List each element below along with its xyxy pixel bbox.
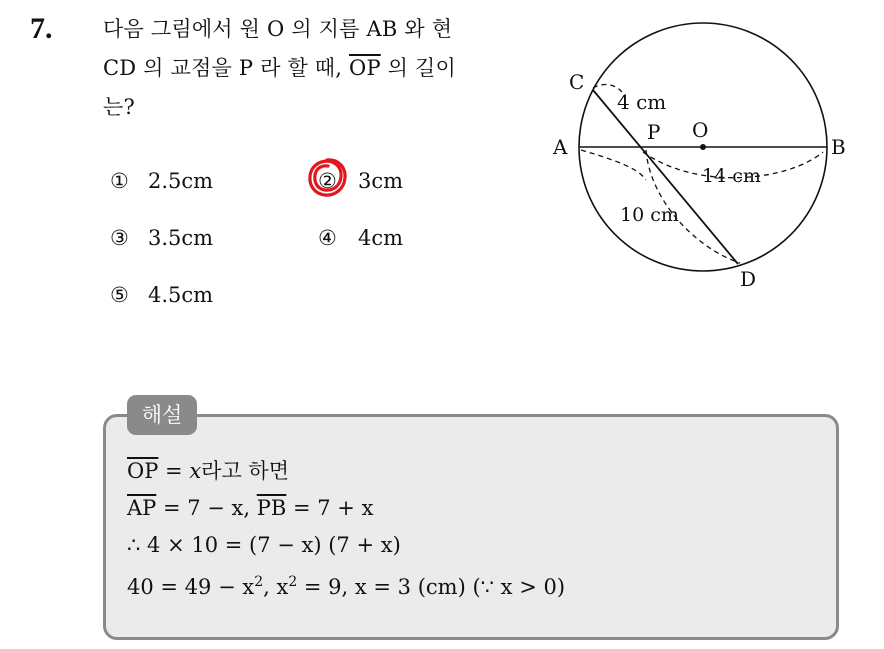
choice-3-text: 3.5cm	[148, 226, 214, 250]
label-b: B	[831, 135, 846, 159]
center-dot	[700, 144, 706, 150]
question-text	[103, 10, 533, 127]
choice-4[interactable]	[318, 226, 403, 250]
variable-x: x	[189, 459, 202, 483]
solution-tab: 해설	[127, 395, 197, 435]
label-d: D	[740, 267, 757, 291]
solution-line-4-b: , x	[263, 575, 289, 599]
length-cp: 4 cm	[617, 90, 667, 114]
choice-5-text: 4.5cm	[148, 283, 214, 307]
dim-ap	[581, 150, 646, 180]
choice-2-number: ②	[318, 169, 337, 193]
choice-2-text: 3cm	[358, 169, 404, 193]
solution-line-3: ∴ 4 × 10 = (7 − x) (7 + x)	[127, 533, 401, 557]
solution-line-1	[127, 453, 565, 490]
solution-line-2-end: = 7 + x	[286, 496, 374, 520]
question-line-1: 다음 그림에서 원 O 의 지름 AB 와 현	[103, 17, 453, 41]
solution-line-4	[127, 564, 565, 606]
solution-text	[127, 453, 565, 606]
question-line-2-end: 의 길이	[380, 56, 457, 80]
solution-line-1-end: 라고 하면	[201, 459, 289, 483]
choice-4-text: 4cm	[358, 226, 404, 250]
segment-pb: $\overline{PB}$	[256, 496, 287, 520]
solution-line-4-c: = 9, x = 3 (cm) (∵ x > 0)	[297, 575, 566, 599]
label-c: C	[569, 70, 585, 94]
choice-1-number: ①	[110, 169, 129, 193]
question-number: 7.	[30, 12, 53, 45]
segment-ap: $\overline{AP}$	[127, 496, 157, 520]
segment-op: $\overline{OP}$	[349, 56, 381, 80]
question-line-2-start: CD 의 교점을 P 라 할 때,	[103, 56, 350, 80]
length-pd: 10 cm	[620, 204, 679, 226]
choice-5[interactable]	[110, 283, 213, 307]
label-o: O	[692, 118, 709, 142]
exponent-1: 2	[254, 574, 264, 590]
choice-3-number: ③	[110, 226, 129, 250]
choice-1[interactable]	[110, 169, 213, 193]
answer-circle-icon	[304, 154, 350, 200]
choice-3[interactable]	[110, 226, 213, 250]
segment-op-sol: $\overline{OP}$	[127, 459, 159, 483]
choice-4-number: ④	[318, 226, 337, 250]
label-p: P	[647, 120, 661, 144]
circle-diagram	[550, 10, 870, 300]
choice-1-text: 2.5cm	[148, 169, 214, 193]
question-line-2	[103, 49, 533, 88]
solution-line-2	[127, 490, 565, 527]
choice-5-number: ⑤	[110, 283, 129, 307]
length-pb: 14 cm	[702, 165, 761, 187]
exponent-2: 2	[288, 574, 298, 590]
label-a: A	[553, 135, 568, 159]
question-line-3: 는?	[103, 95, 135, 119]
solution-line-4-a: 40 = 49 − x	[127, 575, 255, 599]
solution-line-2-mid: = 7 − x,	[156, 496, 257, 520]
solution-line-1-eq: =	[158, 459, 190, 483]
